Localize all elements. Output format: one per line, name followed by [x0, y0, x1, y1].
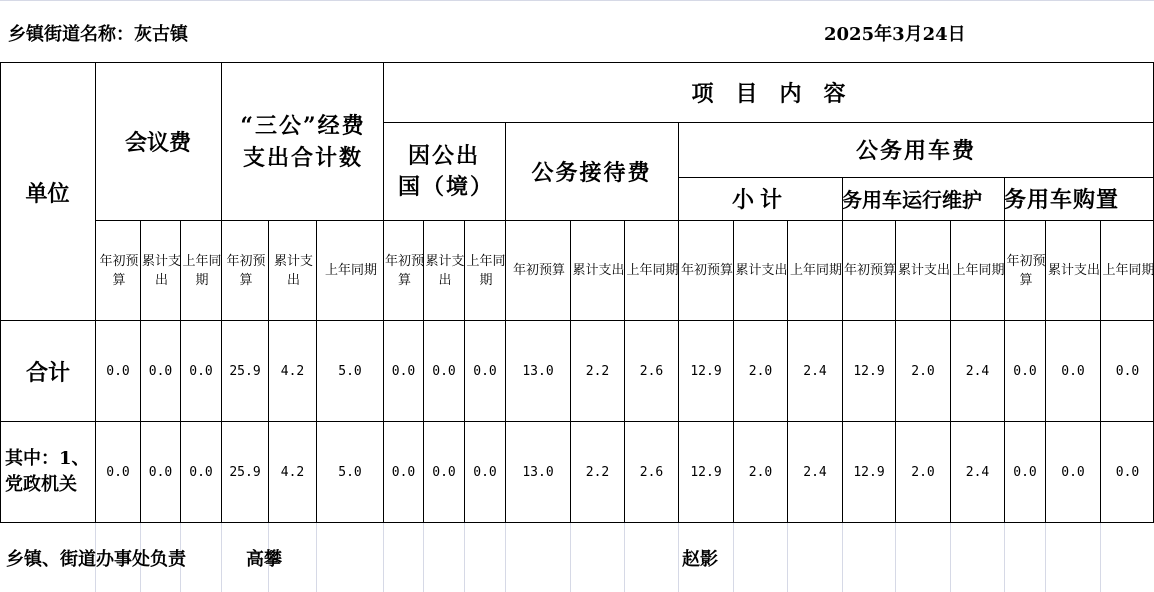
table-cell: 12.9 [690, 464, 722, 480]
table-cell: 12.9 [853, 363, 885, 379]
table-cell: 2.2 [585, 464, 610, 480]
vehicle-purchase-header: 务用车购置 [1004, 187, 1120, 213]
sub-header-cell: 上年同期 [626, 263, 679, 278]
table-cell: 0.0 [391, 363, 416, 379]
table-cell: 0.0 [1061, 464, 1085, 480]
grid-line [505, 523, 506, 592]
table-cell: 13.0 [522, 363, 554, 379]
grid-line [624, 523, 625, 592]
reception-fee-header: 公务接待费 [531, 159, 652, 186]
grid-line [464, 523, 465, 592]
town-name-label: 乡镇街道名称：灰古镇 [8, 24, 188, 45]
sub-header-cell: 年初预算 [226, 253, 266, 288]
table-cell: 2.2 [585, 363, 610, 379]
table-cell: 2.0 [748, 363, 773, 379]
table-cell: 13.0 [522, 464, 554, 480]
table-cell: 0.0 [1115, 464, 1140, 480]
sub-header-cell: 累计支出 [1047, 263, 1100, 278]
sub-header-cell: 上年同期 [182, 253, 222, 288]
table-cell: 0.0 [432, 363, 456, 379]
grid-line [787, 523, 788, 592]
table-cell: 0.0 [1013, 363, 1037, 379]
table-cell: 2.0 [748, 464, 773, 480]
sub-header-cell: 年初预算 [512, 263, 565, 278]
table-cell: 0.0 [189, 464, 213, 480]
table-cell: 2.6 [639, 464, 664, 480]
table-cell: 0.0 [106, 464, 130, 480]
sub-header-cell: 累计支出 [142, 253, 182, 288]
grid-line [1100, 523, 1101, 592]
sub-header-cell: 年初预算 [844, 263, 897, 278]
project-content-header: 项 目 内 容 [691, 81, 846, 107]
grid-line [842, 523, 843, 592]
table-cell: 0.0 [1013, 464, 1037, 480]
meeting-fee-header: 会议费 [124, 130, 191, 156]
sub-header-cell: 累计支出 [425, 253, 465, 288]
sub-header-cell: 年初预算 [385, 253, 425, 288]
sub-header-cell: 年初预算 [680, 263, 733, 278]
grid-line [1045, 523, 1046, 592]
sangong-total-header: “三公”经费支出合计数 [240, 112, 366, 171]
report-date: 2025年3月24日 [824, 24, 966, 45]
table-cell: 2.4 [965, 464, 990, 480]
table-cell: 0.0 [473, 363, 497, 379]
table-cell: 0.0 [432, 464, 456, 480]
sub-header-cell: 累计支出 [273, 253, 313, 288]
table-cell: 5.0 [338, 464, 362, 480]
vehicle-operation-header: 务用车运行维护 [842, 188, 982, 212]
table-cell: 2.0 [911, 363, 935, 379]
table-cell: 2.4 [965, 363, 990, 379]
grid-line [0, 0, 1154, 1]
sub-header-cell: 上年同期 [324, 263, 377, 278]
table-cell: 0.0 [148, 464, 173, 480]
table-cell: 0.0 [391, 464, 416, 480]
table-cell: 0.0 [1115, 363, 1140, 379]
table-cell: 25.9 [229, 363, 261, 379]
sub-header-cell: 年初预算 [99, 253, 139, 288]
grid-line [1004, 523, 1005, 592]
table-cell: 25.9 [229, 464, 261, 480]
table-cell: 2.6 [639, 363, 664, 379]
table-cell: 0.0 [148, 363, 173, 379]
table-cell: 2.4 [803, 363, 827, 379]
sub-header-cell: 累计支出 [735, 263, 788, 278]
grid-line [423, 523, 424, 592]
table-cell: 2.4 [803, 464, 827, 480]
grid-line [950, 523, 951, 592]
table-cell: 12.9 [690, 363, 722, 379]
table-cell: 0.0 [189, 363, 213, 379]
grid-line [316, 523, 317, 592]
grid-line [895, 523, 896, 592]
sub-header-cell: 累计支出 [897, 263, 950, 278]
other-person-name: 赵影 [682, 548, 718, 570]
table-cell: 4.2 [280, 464, 305, 480]
sub-header-cell: 上年同期 [1102, 263, 1154, 278]
table-cell: 0.0 [1061, 363, 1085, 379]
table-cell: 0.0 [473, 464, 497, 480]
sub-header-cell: 上年同期 [466, 253, 506, 288]
office-head-name: 高攀 [246, 548, 282, 570]
row-label: 其中：1、党政机关 [5, 448, 90, 495]
sub-header-cell: 上年同期 [952, 263, 1005, 278]
office-head-label: 乡镇、街道办事处负责 [6, 548, 186, 570]
row-label: 合计 [25, 359, 70, 386]
grid-line [678, 523, 679, 592]
sub-header-cell: 上年同期 [789, 263, 842, 278]
table-cell: 12.9 [853, 464, 885, 480]
grid-line [570, 523, 571, 592]
table-cell: 4.2 [280, 363, 305, 379]
table-cell: 5.0 [338, 363, 362, 379]
sub-header-cell: 累计支出 [572, 263, 625, 278]
vehicle-fee-header: 公务用车费 [855, 138, 976, 164]
table-cell: 0.0 [106, 363, 130, 379]
table-cell: 2.0 [911, 464, 935, 480]
abroad-header: 因公出国（境） [398, 143, 495, 200]
unit-header: 单位 [25, 180, 70, 207]
vehicle-subtotal-header: 小计 [731, 187, 788, 213]
grid-line [383, 523, 384, 592]
sub-header-cell: 年初预算 [1006, 253, 1046, 288]
